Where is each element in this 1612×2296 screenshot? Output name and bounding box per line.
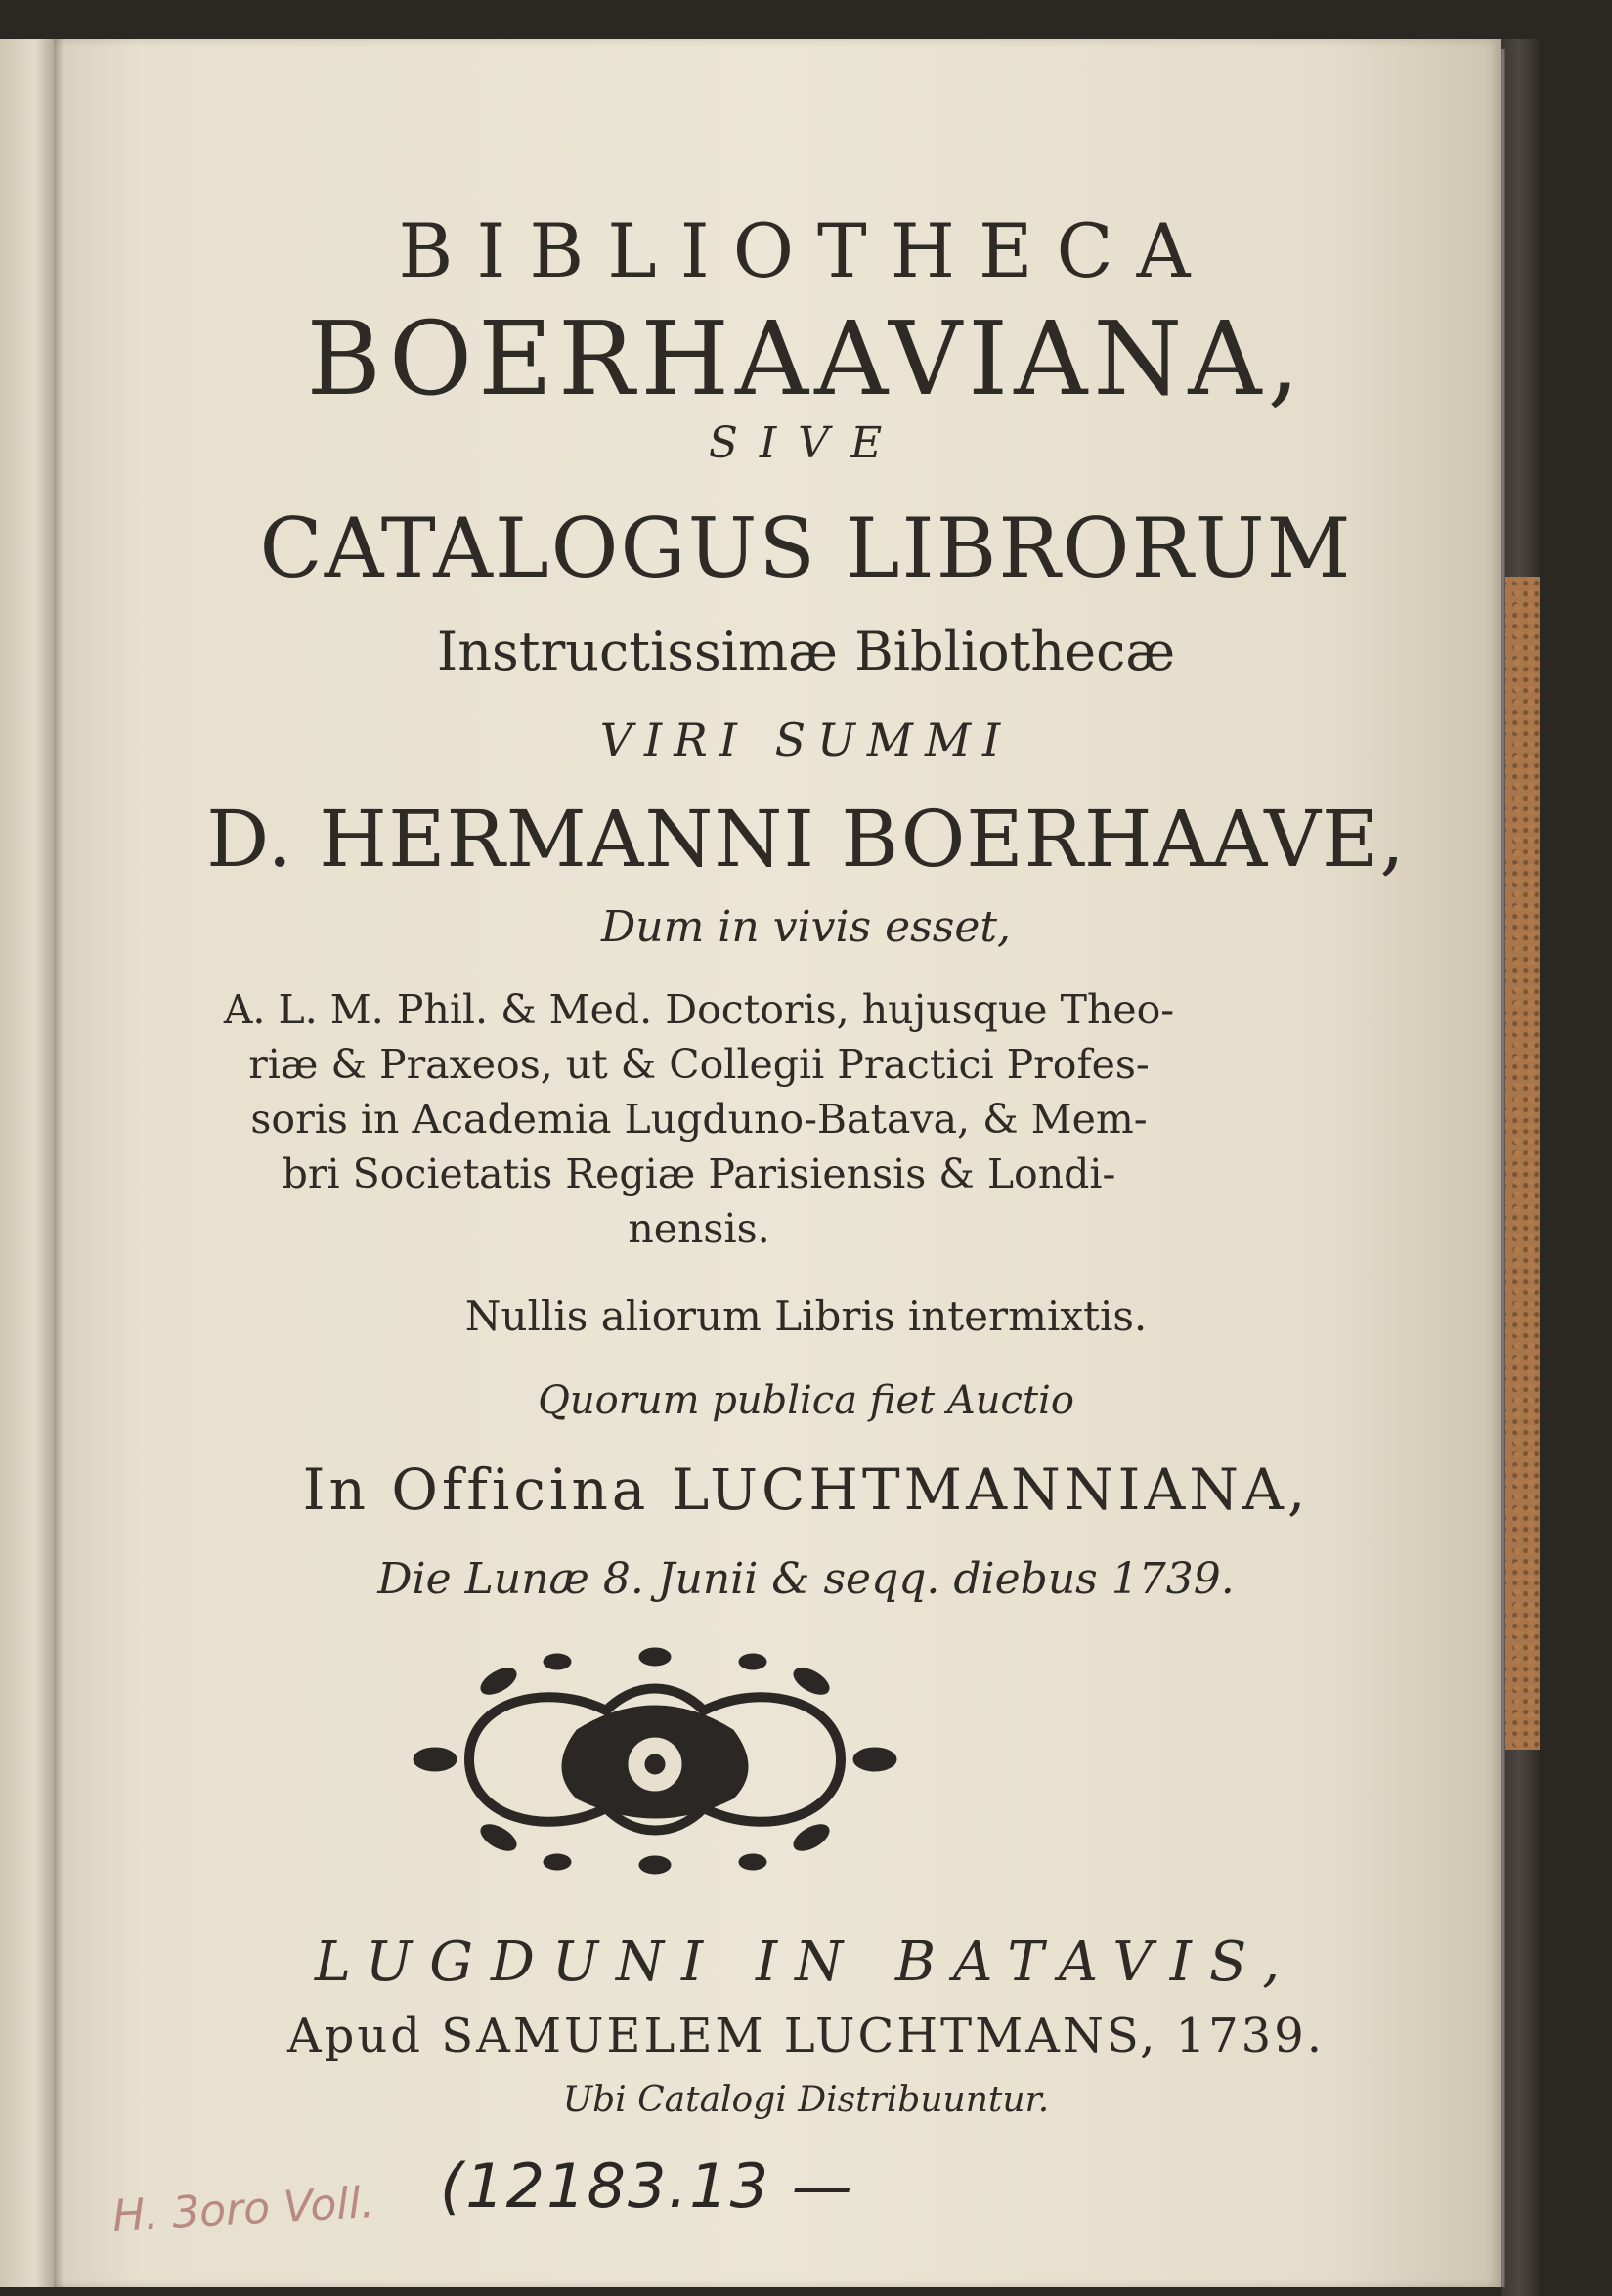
pencil-annotation: H. 3oro Voll.: [110, 2178, 376, 2241]
title-line-quorum: Quorum publica fiet Auctio: [538, 1378, 1074, 1423]
title-line-catalogus: CATALOGUS LIBRORUM: [259, 500, 1353, 596]
title-line-date: Die Lunæ 8. Junii & seqq. diebus 1739.: [377, 1554, 1235, 1604]
title-line-nullis: Nullis aliorum Libris intermixtis.: [464, 1292, 1148, 1340]
imprint-publisher: Apud SAMUELEM LUCHTMANS, 1739.: [286, 2009, 1325, 2063]
title-line-hermanni: D. HERMANNI BOERHAAVE,: [206, 794, 1406, 885]
shelf-mark: (12183.13 —: [440, 2150, 854, 2222]
title-line-boerhaaviana: BOERHAAVIANA,: [306, 299, 1306, 418]
paragraph-line: bri Societatis Regiæ Parisiensis & Londi-: [282, 1150, 1116, 1197]
imprint-distribution: Ubi Catalogi Distribuuntur.: [562, 2080, 1050, 2120]
title-line-bibliotheca: BIBLIOTHECA: [398, 207, 1214, 294]
title-line-dum-in-vivis: Dum in vivis esset,: [600, 902, 1012, 952]
title-line-officina: In Officina LUCHTMANNIANA,: [302, 1456, 1310, 1523]
title-line-instructissimae: Instructissimæ Bibliothecæ: [436, 621, 1176, 682]
title-line-sive: SIVE: [708, 418, 904, 468]
credentials-paragraph: [176, 982, 1222, 1256]
imprint-city: LUGDUNI IN BATAVIS,: [314, 1930, 1298, 1994]
paragraph-line: A. L. M. Phil. & Med. Doctoris, hujusque Theo-: [223, 986, 1175, 1033]
title-line-viri-summi: VIRI SUMMI: [599, 714, 1013, 766]
floral-cartouche-icon: [411, 1642, 899, 1877]
paragraph-line: soris in Academia Lugduno-Batava, & Mem-: [250, 1096, 1148, 1143]
paragraph-line: riæ & Praxeos, ut & Collegii Practici Profes-: [248, 1041, 1150, 1088]
paragraph-line: nensis.: [628, 1205, 770, 1252]
